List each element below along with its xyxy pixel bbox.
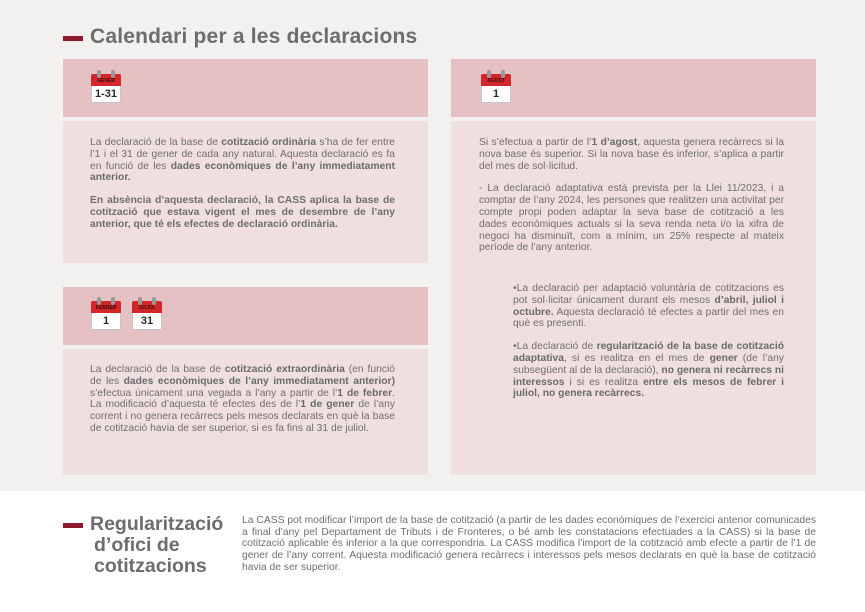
text-run: (de l’any subsegüent al de la declaració), xyxy=(513,352,784,376)
calendar-month: JULIOL xyxy=(138,305,156,311)
text-run: , aquesta genera recàrrecs si la nova base és superior. Si la nova base és inferior, s’aplica a partir del mes de sol·licitud. xyxy=(479,137,784,172)
card-extraordinaria-paragraph xyxy=(90,364,395,435)
title-line: Regularització xyxy=(90,513,224,535)
bullet-regularitzacio xyxy=(513,341,784,400)
text-run: Aquesta declaració té efectes a partir del mes en què es presenti. xyxy=(513,306,784,330)
text-run: i si es realitza xyxy=(564,376,644,388)
card-adaptativa-text xyxy=(479,137,784,254)
card-adaptativa-law: - La declaració adaptativa està prevista per la Llei 11/2023, i a comptar de l’any 2024, les persones que realitzen una activitat per compte propi poden adaptar la seva base de cotització a les dades econòmiques actuals si la seva renda neta i/o la xifra de negoci ha disminuït, com a mínim, un 25% respecte al mateix període de l’any anterior. xyxy=(479,183,784,254)
bold-text-run: 1 de gener xyxy=(300,399,355,411)
bold-text-run: gener xyxy=(709,352,738,364)
bold-text-run: cotització ordinària xyxy=(221,137,317,148)
calendar-day: 1-31 xyxy=(94,88,118,100)
regularitzacio-text: La CASS pot modificar l’import de la base de cotització (a partir de les dades econòmiques de l’exercici anterior comunicades a final d’any pel Departament de Tributs i de Fronteres, o bé amb les constatacions efectuades a la CASS) si la base de cotització aplicable és inferior a la que correspondria. La CASS modifica l’import de la cotització amb efecte a partir de l’1 de gener de l’any corrent. Aquesta modificació genera recàrrecs i interessos pels mesos declarats en què la base de cotització havia de ser superior. xyxy=(242,515,816,573)
bold-text-run: 1 de febrer xyxy=(337,387,393,399)
text-run: , si es realitza en el mes de xyxy=(563,352,710,364)
bold-text-run: no genera ni recàrrecs ni interessos xyxy=(513,364,784,388)
calendar-day: 1 xyxy=(492,88,500,100)
text-run: s’ha de fer entre l’1 i el 31 de gener de cada any natural. Aquesta declaració es fa en funció de les xyxy=(90,137,395,172)
bold-text-run: cotització extraordinària xyxy=(224,364,345,375)
card-ordinaria-text xyxy=(90,137,395,231)
card-ordinaria-note: En absència d’aquesta declaració, la CASS aplica la base de cotització que estava vigent el mes de desembre de l’any anterior, que té els efectes de declaració ordinària. xyxy=(90,195,395,230)
calendar-day: 1 xyxy=(102,315,110,327)
card-adaptativa-paragraph xyxy=(479,137,784,172)
calendar-icon xyxy=(91,297,121,331)
calendar-icon xyxy=(132,297,162,331)
card-ordinaria-paragraph xyxy=(90,137,395,184)
calendar-icon xyxy=(481,70,511,104)
text-run: La declaració de la base de xyxy=(90,137,222,148)
card-adaptativa-bullets xyxy=(513,283,784,400)
calendar-icon xyxy=(91,70,121,104)
text-run: s’efectua únicament una vegada a l’any a partir de l’ xyxy=(90,387,338,399)
text-run: La declaració de la base de xyxy=(90,364,225,375)
bold-text-run: d’abril, juliol i octubre. xyxy=(513,294,784,318)
title-line: d’ofici de xyxy=(94,534,180,556)
text-run: (en funció de les xyxy=(90,364,395,387)
bold-text-run: dades econòmiques de l’any immediatament anterior) xyxy=(123,375,395,387)
section-accent-bar xyxy=(63,523,83,528)
calendar-month: GENER xyxy=(97,78,115,84)
text-run: Si s’efectua a partir de l’ xyxy=(479,137,592,148)
bold-text-run: entre els mesos de febrer i juliol, no genera recàrrecs. xyxy=(513,376,784,400)
bullet-adaptacio-voluntaria xyxy=(513,283,784,330)
calendar-month: FEBRER xyxy=(95,305,117,311)
card-extraordinaria-text xyxy=(90,364,395,435)
text-run: •La declaració de xyxy=(513,341,597,353)
bold-text-run: 1 d’agost xyxy=(591,137,638,148)
regularitzacio-title xyxy=(90,514,223,577)
calendar-day: 31 xyxy=(140,315,154,327)
text-run: . La modificació d’aquesta té efectes des de l’ xyxy=(90,387,395,411)
bold-text-run: dades econòmiques de l’any immediatament anterior. xyxy=(90,160,395,184)
calendar-month: AGOST xyxy=(487,78,505,84)
text-run: de l’any corrent i no genera recàrrecs pels mesos declarats en què la base de cotització havia de ser superior, si es fa fins al 31 de juliol. xyxy=(90,399,395,434)
bold-text-run: regularització de la base de cotització adaptativa xyxy=(513,341,784,364)
page-title: Calendari per a les declaracions xyxy=(90,25,418,48)
text-run: •La declaració per adaptació voluntària de cotitzacions es pot sol·licitar únicament durant els mesos xyxy=(513,283,784,306)
title-accent-bar xyxy=(63,36,83,41)
title-line: cotitzacions xyxy=(94,555,207,577)
